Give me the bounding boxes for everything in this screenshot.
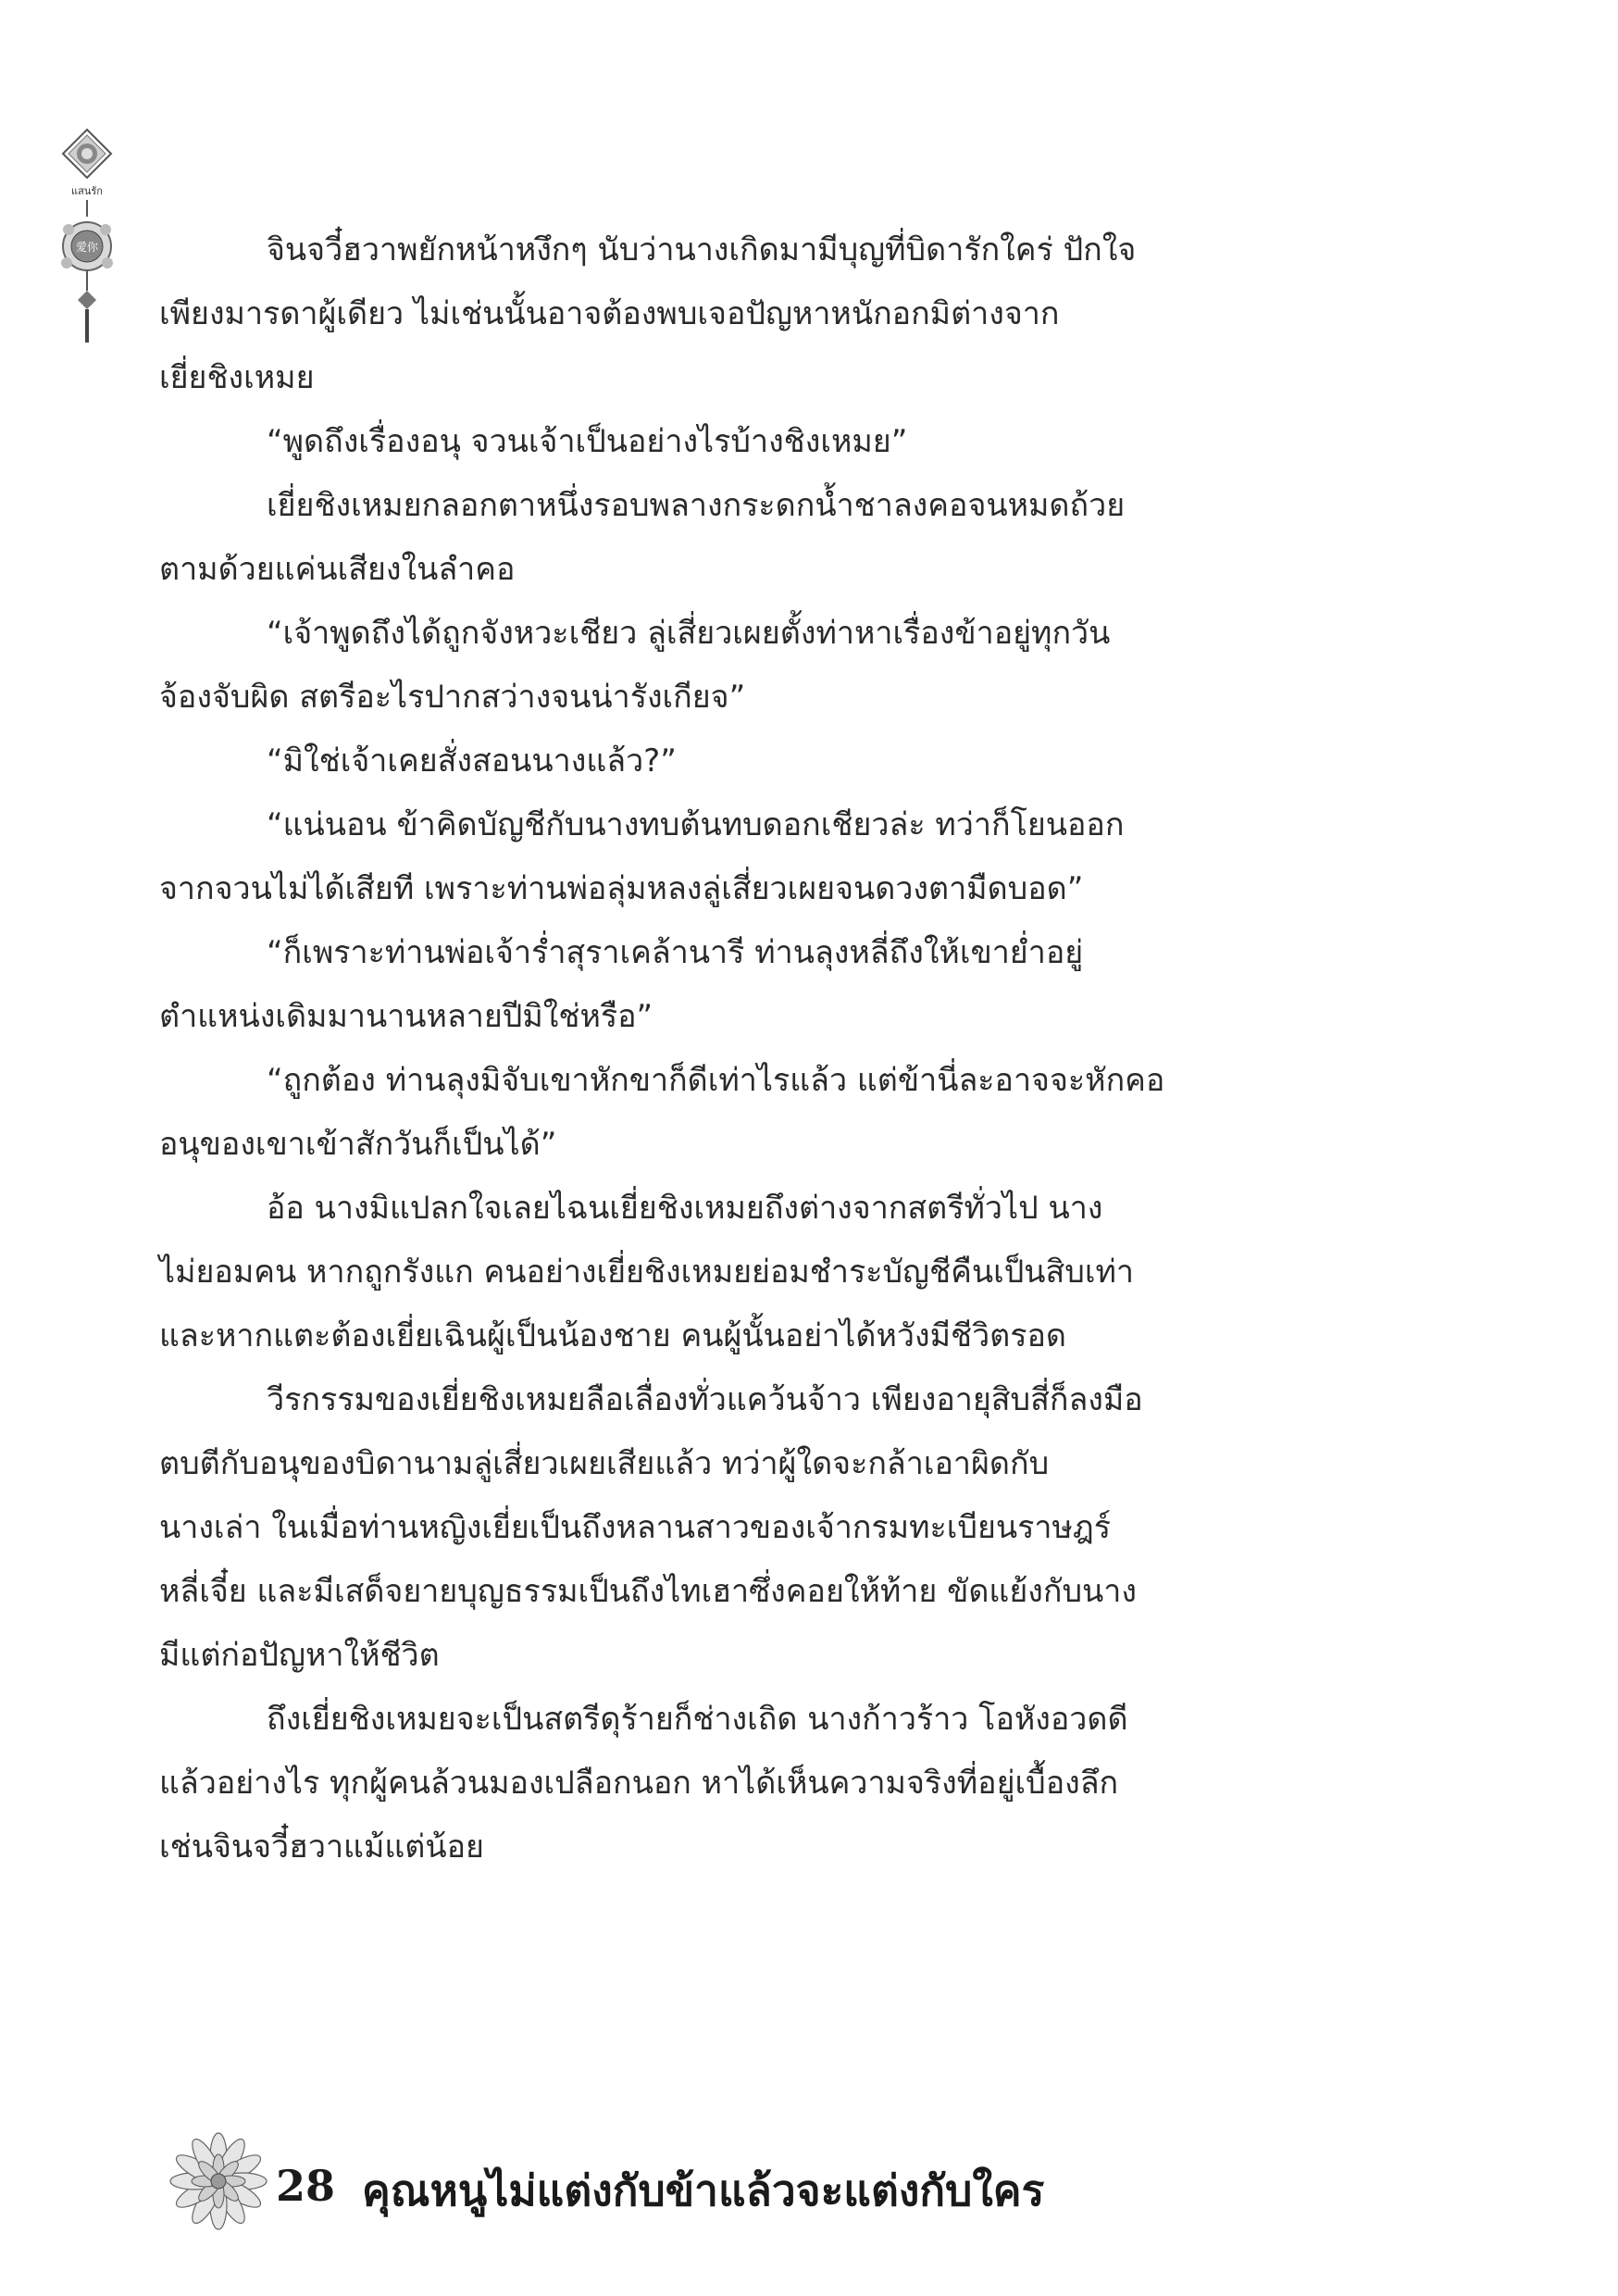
paragraph	[159, 793, 1363, 921]
text-line: จินจวี๋ฮวาพยักหน้าหงึกๆ นับว่านางเกิดมามีบุญที่บิดารักใคร่ ปักใจ	[267, 231, 1137, 268]
paragraph	[159, 1177, 1363, 1368]
page-number: 28	[276, 2161, 336, 2211]
text-line: “พูดถึงเรื่องอนุ จวนเจ้าเป็นอย่างไรบ้างชิงเหมย”	[267, 423, 908, 460]
text-line: จ้องจับผิด สตรีอะไรปากสว่างจนน่ารังเกียจ”	[159, 679, 746, 716]
paragraph	[159, 921, 1363, 1049]
book-title: คุณหนูไม่แต่งกับข้าแล้วจะแต่งกับใคร	[362, 2165, 1045, 2215]
paragraph	[159, 1049, 1363, 1177]
text-line: นางเล่า ในเมื่อท่านหญิงเยี่ยเป็นถึงหลานสาวของเจ้ากรมทะเบียนราษฎร์	[159, 1509, 1111, 1546]
paragraph	[159, 730, 1363, 793]
text-line: เช่นจินจวี๋ฮวาแม้แต่น้อย	[159, 1828, 484, 1866]
text-line: ไม่ยอมคน หากถูกรังแก คนอย่างเยี่ยชิงเหมยย่อมชำระบัญชีคืนเป็นสิบเท่า	[159, 1254, 1134, 1291]
text-line: มีแต่ก่อปัญหาให้ชีวิต	[159, 1637, 440, 1674]
text-line: หลี่เจี๋ย และมีเสด็จยายบุญธรรมเป็นถึงไทเฮาซึ่งคอยให้ท้าย ขัดแย้งกับนาง	[159, 1573, 1137, 1610]
ornament-seal-text: 愛你	[75, 241, 99, 254]
chrysanthemum-icon	[163, 2126, 274, 2237]
text-line: อนุของเขาเข้าสักวันก็เป็นได้”	[159, 1126, 557, 1163]
text-line: อ้อ นางมิแปลกใจเลยไฉนเยี่ยชิงเหมยถึงต่างจากสตรีทั่วไป นาง	[267, 1190, 1103, 1227]
text-line: “ถูกต้อง ท่านลุงมิจับเขาหักขาก็ดีเท่าไรแล้ว แต่ข้านี่ละอาจจะหักคอ	[267, 1062, 1165, 1099]
paragraph	[159, 474, 1363, 602]
text-line: “ก็เพราะท่านพ่อเจ้าร่ำสุราเคล้านารี ท่านลุงหลี่ถึงให้เขาย่ำอยู่	[267, 934, 1084, 971]
text-line: ตำแหน่งเดิมมานานหลายปีมิใช่หรือ”	[159, 998, 653, 1035]
paragraph	[159, 1688, 1363, 1879]
text-line: “เจ้าพูดถึงได้ถูกจังหวะเชียว ลู่เสี่ยวเผยตั้งท่าหาเรื่องข้าอยู่ทุกวัน	[267, 615, 1111, 652]
chinese-knot-ornament-icon	[61, 128, 113, 350]
text-line: “มิใช่เจ้าเคยสั่งสอนนางแล้ว?”	[267, 742, 677, 780]
ornament-label: แสนรัก	[71, 185, 103, 197]
text-line: เยี่ยชิงเหมย	[159, 359, 315, 396]
text-line: แล้วอย่างไร ทุกผู้คนล้วนมองเปลือกนอก หาได้เห็นความจริงที่อยู่เบื้องลึก	[159, 1765, 1119, 1802]
text-line: วีรกรรมของเยี่ยชิงเหมยลือเลื่องทั่วแคว้นจ้าว เพียงอายุสิบสี่ก็ลงมือ	[267, 1381, 1143, 1418]
paragraph	[159, 1368, 1363, 1688]
text-line: และหากแตะต้องเยี่ยเฉินผู้เป็นน้องชาย คนผู้นั้นอย่าได้หวังมีชีวิตรอด	[159, 1317, 1067, 1354]
paragraph	[159, 602, 1363, 730]
page-footer	[163, 2126, 1366, 2237]
text-line: เยี่ยชิงเหมยกลอกตาหนึ่งรอบพลางกระดกน้ำชาลงคอจนหมดถ้วย	[267, 487, 1126, 524]
body-text	[159, 218, 1363, 1879]
text-line: ถึงเยี่ยชิงเหมยจะเป็นสตรีดุร้ายก็ช่างเถิด นางก้าวร้าว โอหังอวดดี	[267, 1701, 1128, 1738]
text-line: เพียงมารดาผู้เดียว ไม่เช่นนั้นอาจต้องพบเจอปัญหาหนักอกมิต่างจาก	[159, 295, 1060, 332]
text-line: “แน่นอน ข้าคิดบัญชีกับนางทบต้นทบดอกเชียวล่ะ ทว่าก็โยนออก	[267, 806, 1125, 843]
paragraph	[159, 218, 1363, 410]
paragraph	[159, 410, 1363, 474]
text-line: ตามด้วยแค่นเสียงในลำคอ	[159, 551, 516, 588]
text-line: ตบตีกับอนุของบิดานามลู่เสี่ยวเผยเสียแล้ว ทว่าผู้ใดจะกล้าเอาผิดกับ	[159, 1445, 1050, 1482]
text-line: จากจวนไม่ได้เสียที เพราะท่านพ่อลุ่มหลงลู่เสี่ยวเผยจนดวงตามืดบอด”	[159, 870, 1084, 907]
